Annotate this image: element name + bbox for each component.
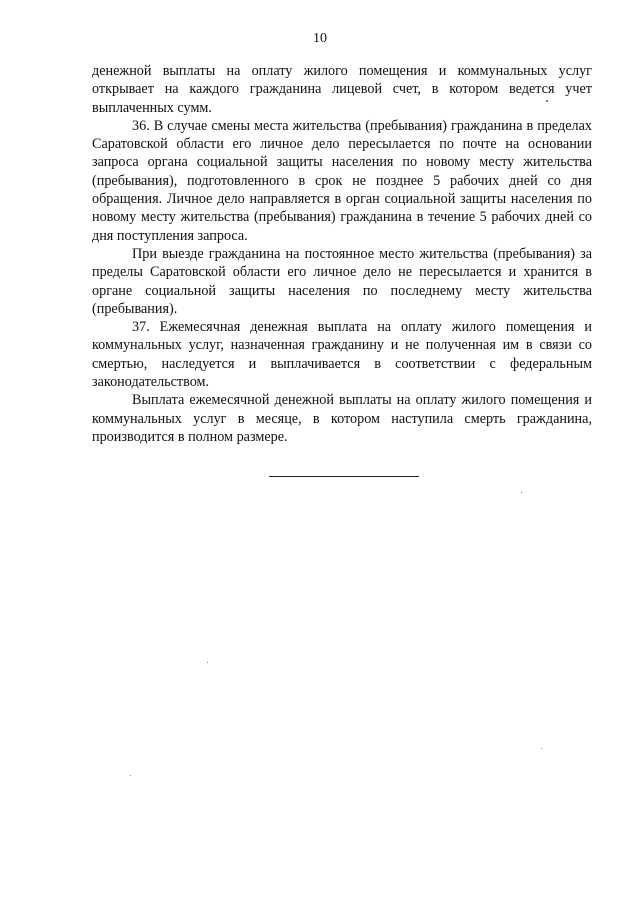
paragraph-continuation: денежной выплаты на оплату жилого помещения и коммунальных услуг открывает на каждого гражданина лицевой счет, в котором ведется учет выплаченных сумм. (92, 63, 592, 116)
scan-speck (207, 662, 208, 663)
scan-speck (521, 492, 522, 493)
page-number: 10 (313, 31, 327, 46)
paragraph-item-37: 37. Ежемесячная денежная выплата на оплату жилого помещения и коммунальных услуг, назначенная гражданину и не полученная им в связи со смертью, наследуется и выплачивается в соответствии с федеральным законодательством. (92, 319, 592, 391)
scan-speck (541, 748, 542, 749)
paragraph-departure: При выезде гражданина на постоянное место жительства (пребывания) за пределы Саратовской области его личное дело не пересылается и хранится в органе социальной защиты населения по последнему месту жительства (пребывания). (92, 245, 592, 317)
paragraph-payment-month-of-death: Выплата ежемесячной денежной выплаты на оплату жилого помещения и коммунальных услуг в месяце, в котором наступила смерть гражданина, производится в полном размере. (92, 392, 592, 445)
end-separator-line (269, 476, 419, 477)
document-body (92, 62, 592, 446)
paragraph-item-36: 36. В случае смены места жительства (пребывания) гражданина в пределах Саратовской области его личное дело пересылается по почте на основании запроса органа социальной защиты населения по новому месту жительства (пребывания), подготовленного в срок не позднее 5 рабочих дней со дня обращения. Личное дело направляется в орган социальной защиты населения по новому месту жительства (пребывания) гражданина в течение 5 рабочих дней со дня поступления запроса. (92, 117, 592, 244)
scan-speck (130, 775, 131, 776)
scan-speck (546, 100, 548, 102)
